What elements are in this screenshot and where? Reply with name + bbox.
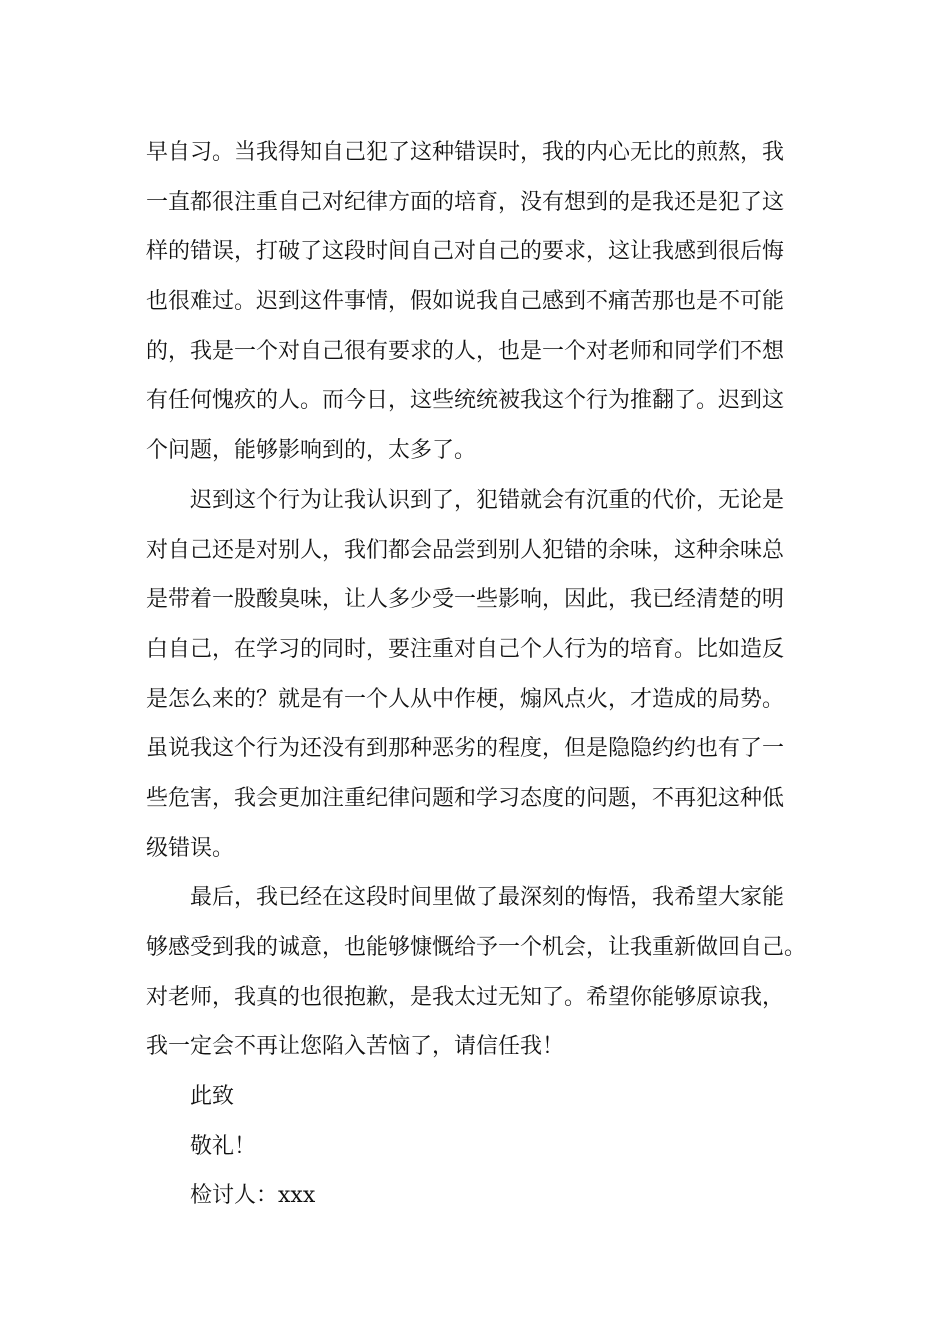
text-line: 早自习。当我得知自己犯了这种错误时，我的内心无比的煎熬，我	[146, 140, 785, 165]
paragraph-start-line: 最后，我已经在这段时间里做了最深刻的悔悟，我希望大家能	[190, 885, 785, 911]
text-line: 白自己，在学习的同时，要注重对自己个人行为的培育。比如造反	[146, 636, 785, 662]
text-line: 对老师，我真的也很抱歉，是我太过无知了。希望你能够原谅我，	[146, 984, 785, 1010]
closing-salutation: 此致	[190, 1084, 235, 1110]
text-line: 一直都很注重自己对纪律方面的培育，没有想到的是我还是犯了这	[146, 189, 785, 215]
letter-body	[146, 128, 826, 1221]
text-line: 虽说我这个行为还没有到那种恶劣的程度，但是隐隐约约也有了一	[146, 736, 785, 762]
signature-line: 检讨人：xxx	[190, 1183, 316, 1209]
text-line: 我一定会不再让您陷入苦恼了，请信任我！	[146, 1034, 565, 1060]
text-line: 些危害，我会更加注重纪律问题和学习态度的问题，不再犯这种低	[146, 785, 785, 811]
text-line: 个问题，能够影响到的，太多了。	[146, 438, 477, 464]
text-line: 也很难过。迟到这件事情，假如说我自己感到不痛苦那也是不可能	[146, 289, 785, 315]
text-line: 是怎么来的？就是有一个人从中作梗，煽风点火，才造成的局势。	[146, 686, 785, 712]
text-line: 有任何愧疚的人。而今日，这些统统被我这个行为推翻了。迟到这	[146, 388, 785, 414]
text-line: 样的错误，打破了这段时间自己对自己的要求，这让我感到很后悔	[146, 239, 785, 265]
text-line: 级错误。	[146, 835, 235, 861]
paragraph-start-line: 迟到这个行为让我认识到了，犯错就会有沉重的代价，无论是	[190, 487, 785, 513]
text-line: 的，我是一个对自己很有要求的人，也是一个对老师和同学们不想	[146, 338, 785, 364]
text-line: 对自己还是对别人，我们都会品尝到别人犯错的余味，这种余味总	[146, 537, 785, 563]
text-line: 是带着一股酸臭味，让人多少受一些影响，因此，我已经清楚的明	[146, 587, 785, 613]
text-line: 够感受到我的诚意，也能够慷慨给予一个机会，让我重新做回自己。	[146, 935, 807, 960]
closing-regards: 敬礼！	[190, 1133, 257, 1159]
